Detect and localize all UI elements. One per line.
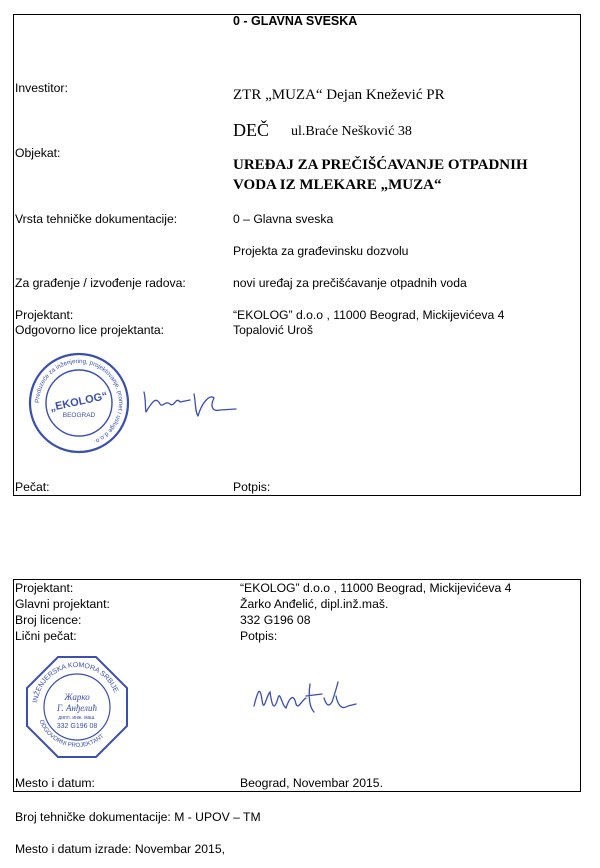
broj-tehnicke-dokumentacije: Broj tehničke dokumentacije: M - UPOV – TM — [15, 810, 261, 824]
investitor-address: ul.Braće Nešković 38 — [291, 124, 412, 139]
broj-licence-value: 332 G196 08 — [240, 613, 311, 627]
investitor-label: Investitor: — [15, 81, 68, 95]
engineer-stamp-number: 332 G196 08 — [56, 723, 98, 730]
vrsta-label: Vrsta tehničke dokumentacije: — [15, 212, 178, 226]
mesto-datum-izrade: Mesto i datum izrade: Novembar 2015, — [15, 842, 225, 856]
signature-1 — [140, 382, 240, 422]
ekolog-stamp-name: „EKOLOG“ — [48, 390, 109, 414]
engineer-stamp-name-1: Жарко — [64, 692, 90, 702]
odgovorno-lice-label: Odgovorno lice projektanta: — [15, 323, 165, 337]
ekolog-stamp-city: BEOGRAD — [62, 412, 96, 419]
objekat-title-line1: UREĐAJ ZA PREČIŠĆAVANJE OTPADNIH — [233, 157, 528, 173]
signature-2 — [250, 676, 360, 726]
investitor-value: ZTR „MUZA“ Dejan Knežević PR — [233, 87, 445, 103]
gradjenje-value: novi uređaj za prečišćavanje otpadnih voda — [233, 276, 467, 290]
mesto-datum-value: Beograd, Novembar 2015. — [240, 776, 383, 790]
licni-pecat-label: Lični pečat: — [15, 629, 77, 643]
broj-licence-label: Broj licence: — [15, 613, 82, 627]
glavni-projektant-label: Glavni projektant: — [15, 597, 110, 611]
mesto-datum-label: Mesto i datum: — [15, 776, 95, 790]
potpis-label-2: Potpis: — [240, 629, 278, 643]
document-header: 0 - GLAVNA SVESKA — [233, 14, 358, 28]
engineer-stamp-title: дипл. инж. маш. — [58, 715, 96, 721]
projektant-label: Projektant: — [15, 308, 74, 322]
ekolog-stamp-ring-text: Preduzeće za inženjering, projektovanje, promet i usluge d.o.o. — [33, 357, 125, 445]
projektant-value: “EKOLOG” d.o.o , 11000 Beograd, Mickijevićeva 4 — [233, 308, 505, 322]
pecat-label: Pečat: — [15, 480, 50, 494]
projektant-label-2: Projektant: — [15, 581, 74, 595]
ekolog-stamp — [27, 351, 131, 455]
gradjenje-label: Za građenje / izvođenje radova: — [15, 276, 186, 290]
potpis-label: Potpis: — [233, 480, 271, 494]
engineer-stamp-ring-text: INŽENJERSKA KOMORA SRBIJE — [32, 661, 120, 704]
objekat-title-line2: VODA IZ MLEKARE „MUZA“ — [233, 177, 442, 193]
engineer-license-stamp — [24, 654, 130, 760]
vrsta-value: 0 – Glavna sveska — [233, 212, 334, 226]
odgovorno-lice-value: Topalović Uroš — [233, 323, 313, 337]
engineer-stamp-name-2: Г. Анђелић — [57, 703, 97, 713]
investitor-place: DEČ — [233, 120, 269, 140]
projektant-value-2: “EKOLOG” d.o.o , 11000 Beograd, Mickijevićeva 4 — [240, 581, 512, 595]
objekat-label: Objekat: — [15, 146, 61, 160]
engineer-stamp-bottom-text: ODGOVORNI PROJEKTANT — [37, 719, 106, 750]
glavni-projektant-value: Žarko Anđelić, dipl.inž.maš. — [240, 597, 389, 611]
vrsta-value-2: Projekta za građevinsku dozvolu — [233, 244, 409, 258]
